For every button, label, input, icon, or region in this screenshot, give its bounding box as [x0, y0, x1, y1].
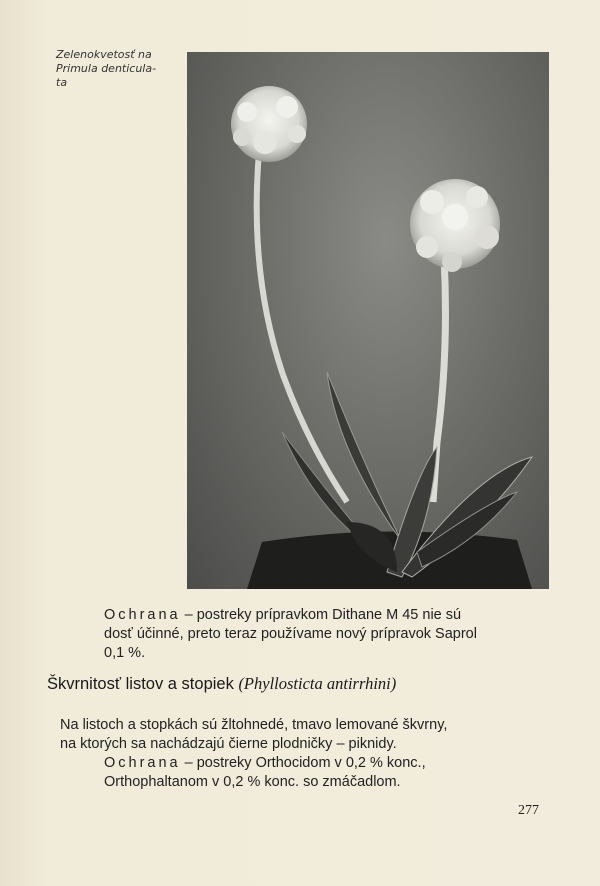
- ochrana-label: Ochrana: [104, 755, 181, 771]
- right-flower-head: [410, 179, 500, 272]
- text-line: na ktorých sa nachádzajú čierne plodničky – piknidy.: [60, 736, 397, 752]
- text-line: [104, 606, 544, 625]
- caption-line: ta: [56, 76, 68, 89]
- section-heading: [47, 674, 396, 694]
- protection-paragraph-1: [104, 606, 544, 663]
- text-line: Na listoch a stopkách sú žltohnedé, tmavo lemované škvrny,: [60, 717, 448, 733]
- text-fragment: – postreky prípravkom Dithane M 45 nie sú: [180, 607, 462, 623]
- left-flower-head: [231, 86, 307, 162]
- page-number: 277: [518, 803, 539, 818]
- text-line: 0,1 %.: [104, 645, 146, 661]
- text-line: dosť účinné, preto teraz používame nový prípravok Saprol: [104, 626, 477, 642]
- heading-title: Škvrnitosť listov a stopiek: [47, 675, 239, 693]
- heading-latin: (Phyllosticta antirrhini): [238, 674, 397, 693]
- photo-caption: [56, 48, 186, 90]
- ochrana-label: Ochrana: [104, 607, 181, 623]
- text-fragment: – postreky Orthocidom v 0,2 % konc.,: [180, 755, 426, 771]
- text-line: Orthophaltanom v 0,2 % konc. so zmáčadlom.: [104, 774, 401, 790]
- text-line: [104, 754, 544, 773]
- primula-illustration: [187, 52, 549, 589]
- protection-paragraph-2: [104, 754, 544, 792]
- caption-line: Zelenokvetosť na: [56, 48, 152, 61]
- description-paragraph: [60, 716, 550, 754]
- caption-line: Primula denticula-: [56, 62, 157, 75]
- plant-photo: [187, 52, 549, 589]
